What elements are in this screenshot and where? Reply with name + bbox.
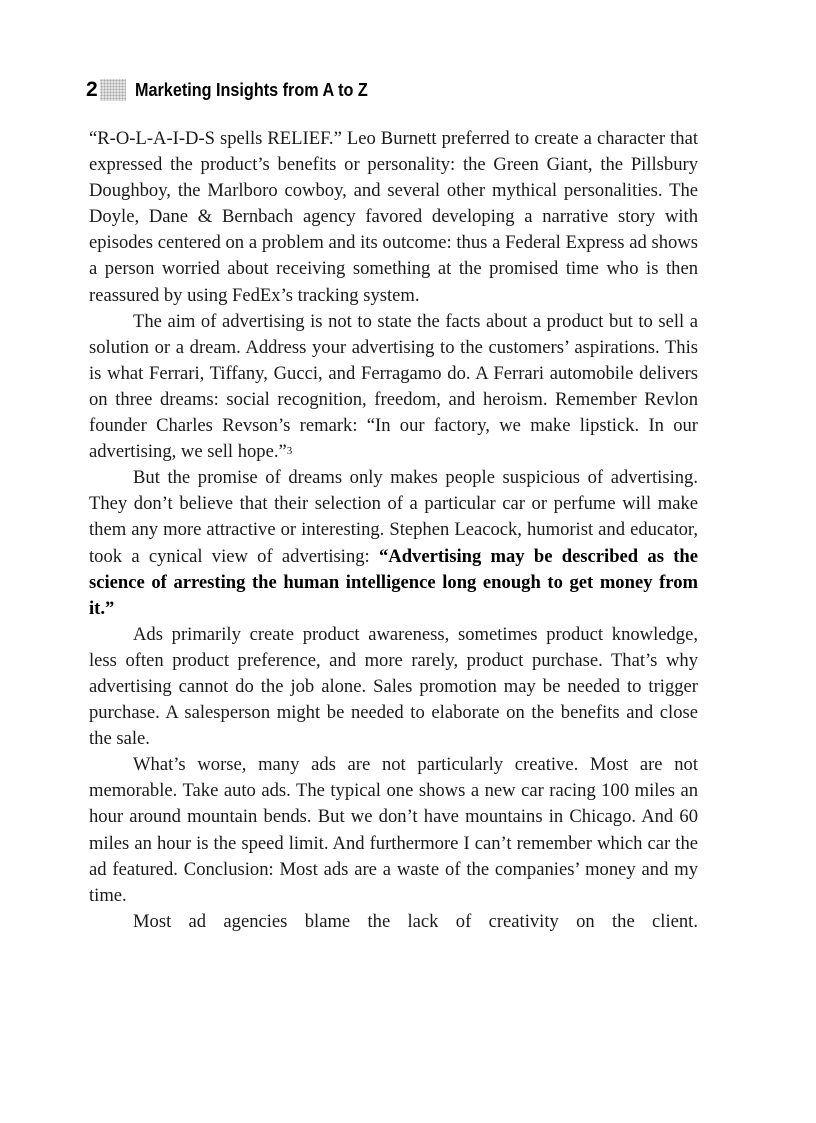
- paragraph-4: Ads primarily create product awareness, sometimes product knowledge, less often product preference, and more rarely, product purchase. That’s why advertising cannot do the job alone. Sales promotion may be needed to trigger purchase. A salesperson might be needed to elaborate on the benefits and close the sale.: [89, 623, 698, 750]
- paragraph-3: [89, 465, 698, 622]
- running-title: Marketing Insights from A to Z: [135, 79, 368, 100]
- page-number-box: [86, 76, 126, 104]
- paragraph-1: “R-O-L-A-I-D-S spells RELIEF.” Leo Burnett preferred to create a character that expressed the product’s benefits or personality: the Green Giant, the Pillsbury Doughboy, the Marlboro cowboy, and several other mythical personalities. The Doyle, Dane & Bernbach agency favored developing a narrative story with episodes centered on a problem and its outcome: thus a Federal Express ad shows a person worried about receiving something at the promised time who is then reassured by using FedEx’s tracking system.: [89, 128, 698, 306]
- page-header: [86, 76, 394, 104]
- paragraph-2: [89, 309, 698, 466]
- leacock-quote: “Advertising may be described as the science of arresting the human intelligence long enough to get money from it.”: [89, 545, 698, 619]
- page-number-shade: [100, 79, 126, 101]
- body-text: [89, 126, 698, 935]
- page-number: 2: [86, 78, 98, 101]
- paragraph-6: Most ad agencies blame the lack of creativity on the client.: [133, 910, 698, 932]
- paragraph-3-text: But the promise of dreams only makes people suspicious of advertising. They don’t believe that their selection of a particular car or perfume will make them any more attractive or interesting. Stephen Leacock, humorist and educator, took a cynical view of advertising:: [89, 467, 698, 567]
- footnote-ref: 3: [286, 445, 293, 458]
- paragraph-2-text: The aim of advertising is not to state the facts about a product but to sell a solution or a dream. Address your advertising to the customers’ aspirations. This is what Ferrari, Tiffany, Gucci, and Ferragamo do. A Ferrari automobile delivers on three dreams: social recognition, freedom, and heroism. Remember Revlon founder Charles Revson’s remark: “In our factory, we make lipstick. In our advertising, we sell hope.”: [89, 310, 698, 463]
- paragraph-5: What’s worse, many ads are not particularly creative. Most are not memorable. Take auto ads. The typical one shows a new car racing 100 miles an hour around mountain bends. But we don’t have mountains in Chicago. And 60 miles an hour is the speed limit. And furthermore I can’t remember which car the ad featured. Conclusion: Most ads are a waste of the companies’ money and my time.: [89, 754, 698, 906]
